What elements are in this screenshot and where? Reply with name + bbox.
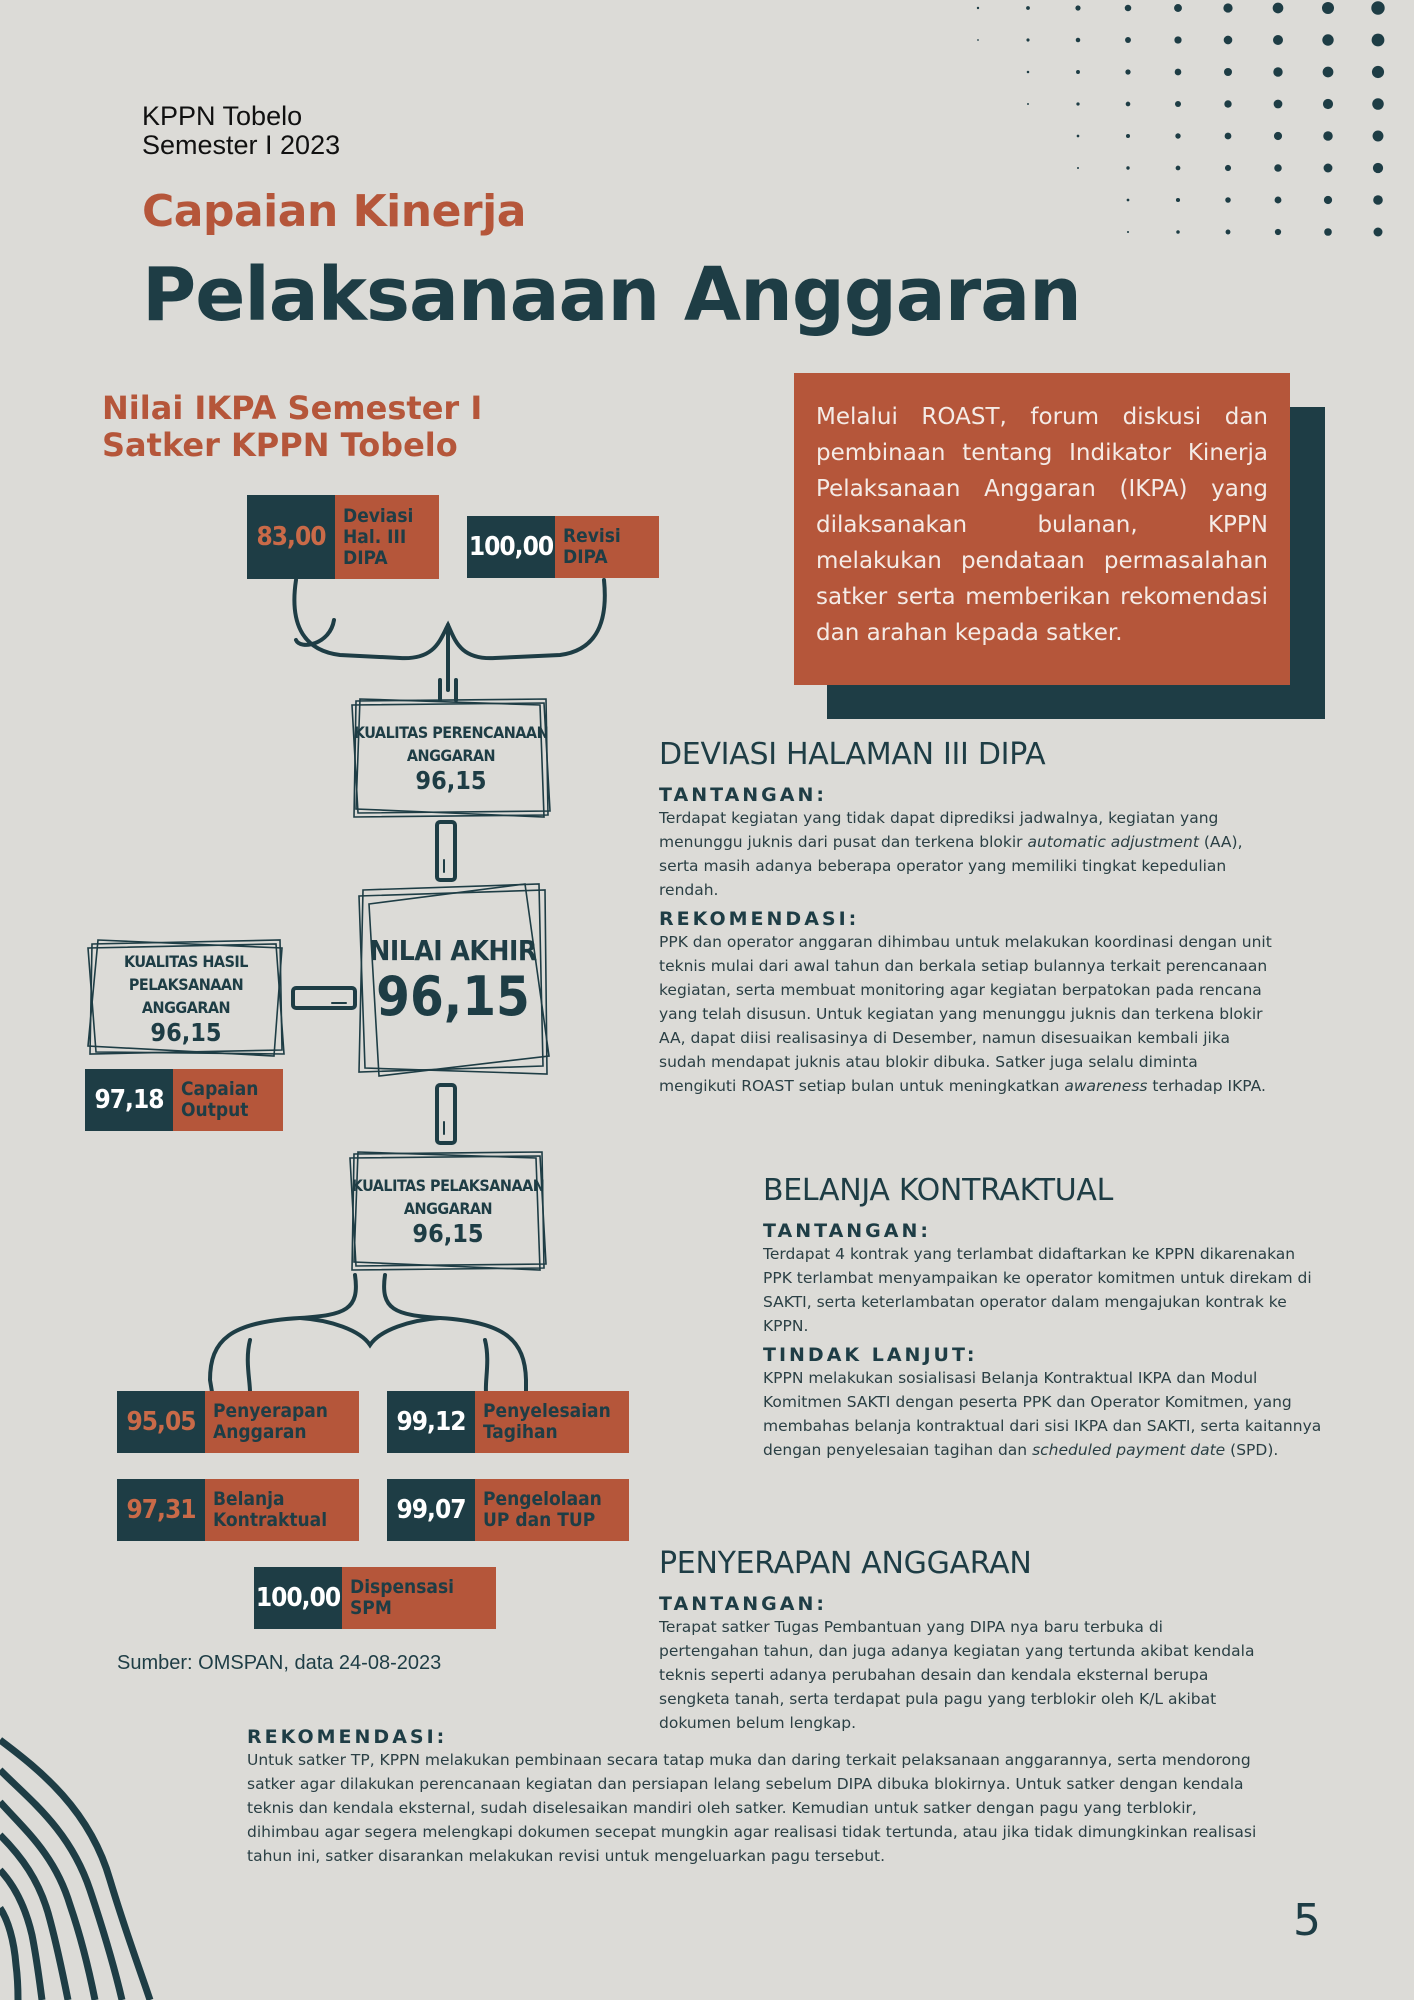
section-penyerapan — [659, 1546, 1264, 1735]
stat-label-line: Penyelesaian — [483, 1400, 611, 1422]
body-emphasis: automatic adjustment — [1027, 833, 1199, 851]
section-subtitle: TANTANGAN: — [659, 784, 827, 806]
stat-label-line: UP dan TUP — [483, 1509, 596, 1531]
box-kualitas-pelaksanaan — [348, 1150, 548, 1272]
stat-value: 97,18 — [85, 1069, 173, 1131]
body-emphasis: scheduled payment date — [1032, 1441, 1226, 1459]
box-kualitas-hasil — [86, 938, 286, 1058]
stat-value: 83,00 — [247, 495, 335, 579]
stat-capaian-output — [85, 1069, 283, 1131]
box-label: ANGGARAN — [403, 1199, 493, 1218]
section-body: Terapat satker Tugas Pembantuan yang DIPA nya baru terbuka di pertengahan tahun, dan juga adanya kegiatan yang tertunda akibat kendala teknis seperti adanya perubahan desain dan kendala eksternal berupa sengketa tanah, serta terdapat pula pagu yang terblokir oleh K/L akibat dokumen belum lengkap. — [659, 1618, 1255, 1732]
stat-label-line: Output — [181, 1099, 249, 1121]
box-nilai-akhir — [355, 880, 551, 1080]
stat-belanja-kontraktual — [117, 1479, 359, 1541]
stat-value: 97,31 — [117, 1479, 205, 1541]
section-title: PENYERAPAN ANGGARAN — [659, 1546, 1032, 1581]
stat-label — [205, 1479, 359, 1541]
box-label: KUALITAS HASIL — [124, 951, 248, 971]
stat-label-line: Capaian — [181, 1078, 259, 1100]
section-deviasi — [659, 737, 1279, 1098]
stat-label-line: Revisi — [563, 525, 621, 547]
page-number: 5 — [1293, 1895, 1321, 1946]
stat-label-line: Belanja — [213, 1488, 285, 1510]
stat-label-line: Tagihan — [483, 1421, 558, 1443]
section-penyerapan-rekomendasi — [247, 1726, 1257, 1868]
stat-dispensasi-spm — [254, 1567, 496, 1629]
stat-label — [555, 516, 659, 578]
section-subtitle: REKOMENDASI: — [247, 1726, 448, 1748]
box-label: NILAI AKHIR — [369, 933, 537, 967]
body-text: (SPD). — [1225, 1441, 1279, 1459]
section-subtitle: TANTANGAN: — [659, 1593, 827, 1615]
box-kualitas-perencanaan — [350, 697, 552, 819]
stat-pengelolaan-up-tup — [387, 1479, 629, 1541]
box-label: KUALITAS PELAKSANAAN — [351, 1176, 545, 1195]
section-subtitle: TINDAK LANJUT: — [763, 1344, 978, 1366]
ikpa-title-line1: Nilai IKPA Semester I — [102, 389, 483, 427]
box-text — [86, 938, 286, 1058]
section-body — [763, 1366, 1328, 1462]
stat-label — [335, 495, 439, 579]
ikpa-title-line2: Satker KPPN Tobelo — [102, 426, 458, 464]
stat-penyerapan-anggaran — [117, 1391, 359, 1453]
stat-value: 95,05 — [117, 1391, 205, 1453]
section-body: Terdapat 4 kontrak yang terlambat didaftarkan ke KPPN dikarenakan PPK terlambat menyampaikan ke operator komitmen untuk direkam di SAKTI, serta keterlambatan operator dalam mengajukan kontrak ke KPPN. — [763, 1245, 1312, 1335]
page-title: Pelaksanaan Anggaran — [142, 252, 1081, 338]
section-body — [659, 806, 1279, 902]
stat-label-line: Pengelolaan — [483, 1488, 602, 1510]
body-text: terhadap IKPA. — [1147, 1077, 1266, 1095]
box-text — [348, 1150, 548, 1272]
org-name: KPPN Tobelo — [142, 101, 303, 131]
section-subtitle: TANTANGAN: — [763, 1220, 931, 1242]
section-kontraktual — [763, 1173, 1328, 1462]
section-subtitle: REKOMENDASI: — [659, 908, 860, 930]
source-note: Sumber: OMSPAN, data 24-08-2023 — [117, 1652, 442, 1674]
box-value: 96,15 — [376, 964, 530, 1028]
body-text: KPPN melakukan sosialisasi Belanja Kontraktual IKPA dan Modul Komitmen SAKTI dengan peserta PPK dan Operator Komitmen, yang membahas belanja kontraktual dari sisi IKPA dan SAKTI, serta kaitannya dengan penyelesaian tagihan dan — [763, 1369, 1322, 1459]
stat-label-line: Kontraktual — [213, 1509, 328, 1531]
stat-value: 100,00 — [467, 516, 555, 578]
section-body: Untuk satker TP, KPPN melakukan pembinaan secara tatap muka dan daring terkait pelaksanaan anggarannya, serta mendorong satker agar dilakukan perencanaan kegiatan dan persiapan lelang sebelum DIPA dibuka blokirnya. Untuk satker dengan kendala teknis dan kendala eksternal, sudah diselesaikan mandiri oleh satker. Kemudian untuk satker dengan pagu yang terblokir, dihimbau agar segera melengkapi dokumen secepat mungkin agar realisasi tidak tertunda, atau jika tidak dimungkinkan realisasi tahun ini, satker disarankan melakukan revisi untuk mengeluarkan pagu tersebut. — [247, 1751, 1257, 1865]
period-label: Semester I 2023 — [142, 130, 341, 160]
stat-label-line: DIPA — [343, 546, 388, 569]
stat-label — [475, 1479, 629, 1541]
stat-label — [475, 1391, 629, 1453]
stat-revisi-dipa — [467, 516, 659, 578]
box-text — [350, 697, 552, 819]
section-title: DEVIASI HALAMAN III DIPA — [659, 737, 1046, 772]
stat-label-line: Penyerapan — [213, 1400, 328, 1422]
stat-label-line: Dispensasi — [350, 1576, 454, 1598]
box-value: 96,15 — [412, 1219, 484, 1248]
stat-label — [205, 1391, 359, 1453]
stat-label-line: SPM — [350, 1597, 392, 1619]
stat-label-line: DIPA — [563, 546, 608, 568]
box-label: KUALITAS PERENCANAAN — [353, 723, 549, 742]
stat-deviasi-dipa — [247, 495, 439, 579]
box-text — [355, 880, 551, 1080]
stat-label — [173, 1069, 283, 1131]
section-body — [659, 930, 1279, 1098]
stat-value: 100,00 — [254, 1567, 342, 1629]
page-kicker: Capaian Kinerja — [142, 186, 526, 237]
section-title: BELANJA KONTRAKTUAL — [763, 1173, 1114, 1208]
box-value: 96,15 — [415, 766, 487, 795]
stat-label-line: Deviasi — [343, 504, 414, 527]
box-label: PELAKSANAAN ANGGARAN — [128, 974, 244, 1017]
stat-value: 99,12 — [387, 1391, 475, 1453]
roast-callout: Melalui ROAST, forum diskusi dan pembinaan tentang Indikator Kinerja Pelaksanaan Anggaran (IKPA) yang dilaksanakan bulanan, KPPN melakukan pendataan permasalahan satker serta memberikan rekomendasi dan arahan kepada satker. — [794, 373, 1290, 685]
stat-value: 99,07 — [387, 1479, 475, 1541]
body-text: (AA), serta masih adanya beberapa operator yang memiliki tingkat kepedulian rendah. — [659, 833, 1243, 899]
body-emphasis: awareness — [1064, 1077, 1148, 1095]
box-value: 96,15 — [150, 1017, 222, 1047]
box-label: ANGGARAN — [406, 746, 496, 765]
stat-label — [342, 1567, 496, 1629]
stat-label-line: Anggaran — [213, 1421, 307, 1443]
stat-penyelesaian-tagihan — [387, 1391, 629, 1453]
stat-label-line: Hal. III — [343, 525, 407, 548]
body-text: Terdapat kegiatan yang tidak dapat diprediksi jadwalnya, kegiatan yang menunggu juknis dari pusat dan terkena blokir — [659, 809, 1219, 851]
body-text: PPK dan operator anggaran dihimbau untuk melakukan koordinasi dengan unit teknis mulai dari awal tahun dan berkala setiap bulannya terkait perencanaan kegiatan, serta membuat monitoring agar kegiatan berpatokan pada rencana yang telah disusun. Untuk kegiatan yang menunggu juknis dan terkena blokir AA, dapat diisi realisasinya di Desember, namun disesuaikan kembali jika sudah mendapat juknis atau blokir dibuka. Satker juga selalu diminta mengikuti ROAST setiap bulan untuk meningkatkan — [659, 933, 1272, 1095]
